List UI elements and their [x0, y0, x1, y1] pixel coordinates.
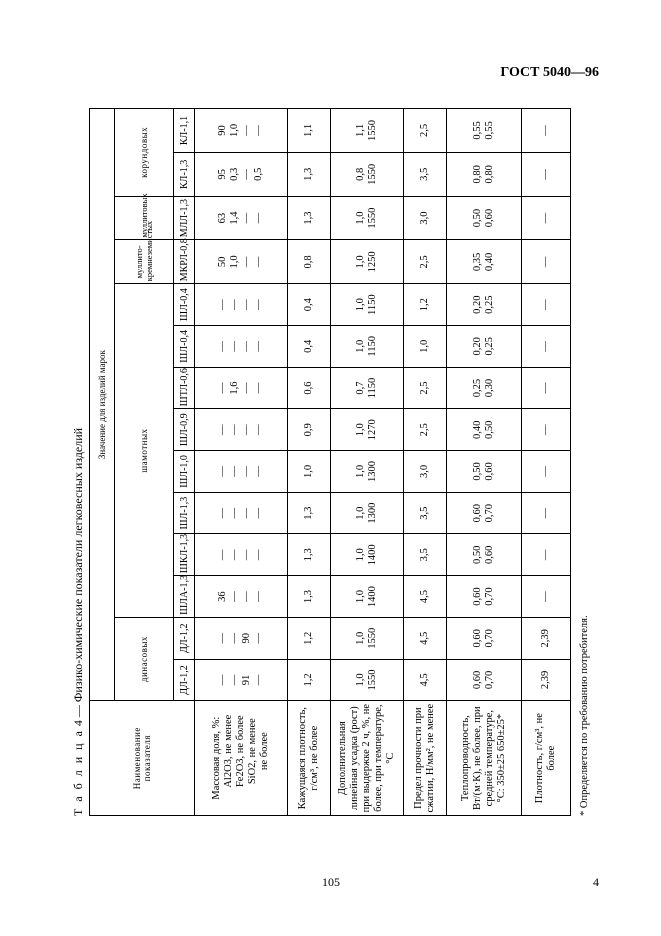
table-row	[195, 109, 288, 816]
value-cell: 1,3	[288, 152, 331, 196]
value-cell: 4,5	[404, 576, 447, 618]
code-header: КЛ-1,1	[174, 109, 195, 153]
value-cell: 3,5	[404, 492, 447, 534]
row-name: Массовая доля, %:	[211, 716, 222, 800]
code-header: ШЛА-1,3	[174, 576, 195, 618]
value-cell: 1,0	[404, 325, 447, 367]
row-name-cell	[404, 701, 447, 816]
page-number: 105	[322, 875, 340, 889]
table-row	[331, 109, 404, 816]
value-cell: 2,5	[404, 109, 447, 153]
value-cell: 1,0 1150	[331, 284, 404, 326]
value-column-header: Значение для изделий марок	[90, 109, 115, 701]
table-body	[195, 109, 571, 816]
caption-prefix: Т а б л и ц а	[71, 729, 85, 816]
value-cell: 0,50 0,60	[447, 451, 522, 493]
value-cell: 1,0 1250	[331, 240, 404, 284]
value-cell: 1,3	[288, 576, 331, 618]
code-header: ШЛ-1,0	[174, 451, 195, 493]
row-sub-item: Fe2O3, не более	[235, 715, 246, 788]
value-cell: 0,4	[288, 325, 331, 367]
value-cell: 1,0 1400	[331, 576, 404, 618]
row-name-cell	[447, 701, 522, 816]
value-cell: 1,0 1550	[331, 659, 404, 701]
value-cell: 95 0,3 — 0,5	[195, 152, 288, 196]
value-cell: — — — —	[195, 534, 288, 576]
value-cell: 1,0 1270	[331, 409, 404, 451]
caption-number: 4	[71, 720, 85, 727]
row-name: Теплопроводность, Вт/(м·К), не более, при средней температуре, °С: 350±25 650±25*	[460, 706, 507, 810]
value-cell: —	[522, 109, 571, 153]
value-cell: 1,1	[288, 109, 331, 153]
group-header-mullite: муллитовых	[115, 196, 174, 240]
value-cell: 2,39	[522, 617, 571, 659]
name-column-header: Наименование показателя	[90, 701, 195, 816]
value-cell: 0,60 0,70	[447, 576, 522, 618]
standard-header: ГОСТ 5040—96	[500, 65, 599, 80]
value-cell: 0,50 0,60	[447, 196, 522, 240]
caption-title: — Физико-химические показатели легковесных изделий	[71, 427, 85, 718]
value-cell: —	[522, 240, 571, 284]
row-name-cell	[195, 701, 288, 816]
rotated-table-block	[67, 108, 603, 816]
value-cell: 0,60 0,70	[447, 492, 522, 534]
code-header: МЛЛ-1,3	[174, 196, 195, 240]
table-row	[522, 109, 571, 816]
value-cell: 0,4	[288, 284, 331, 326]
row-name-cell	[288, 701, 331, 816]
value-cell: —	[522, 451, 571, 493]
value-cell: 0,60 0,70	[447, 659, 522, 701]
value-cell: 1,2	[288, 659, 331, 701]
code-header: ШТЛ-0,6	[174, 367, 195, 409]
value-cell: 3,0	[404, 196, 447, 240]
value-cell: —	[522, 325, 571, 367]
code-header: МКРЛ-0,8	[174, 240, 195, 284]
value-cell: 0,25 0,30	[447, 367, 522, 409]
value-cell: —	[522, 534, 571, 576]
row-sub-item: Al2O3, не менее	[223, 714, 234, 788]
code-header: ШЛ-0,4	[174, 325, 195, 367]
value-cell: 0,40 0,50	[447, 409, 522, 451]
code-header: ШЛ-0,4	[174, 284, 195, 326]
table-row	[404, 109, 447, 816]
value-cell: 1,0 1400	[331, 534, 404, 576]
value-cell: 0,60 0,70	[447, 617, 522, 659]
value-cell: 2,39	[522, 659, 571, 701]
value-cell: — — — —	[195, 284, 288, 326]
properties-table	[89, 108, 571, 816]
row-name-cell	[522, 701, 571, 816]
value-cell: 1,3	[288, 492, 331, 534]
value-cell: 1,1 1550	[331, 109, 404, 153]
value-cell: — — — —	[195, 409, 288, 451]
group-header-corundum: корундовых	[115, 109, 174, 197]
row-sub-item: SiO2, не менее	[247, 718, 258, 785]
value-cell: 3,5	[404, 152, 447, 196]
value-cell: 1,3	[288, 534, 331, 576]
value-cell: 0,20 0,25	[447, 284, 522, 326]
row-name: Предел прочности при сжатии, Н/мм², не менее	[413, 703, 436, 813]
value-cell: 3,0	[404, 451, 447, 493]
row-name: Кажущаяся плотность, г/см³, не более	[297, 707, 320, 810]
group-header-chamotte: шамотных	[115, 284, 174, 618]
value-cell: 1,0 1550	[331, 617, 404, 659]
value-cell: 0,7 1150	[331, 367, 404, 409]
value-cell: 2,5	[404, 367, 447, 409]
value-cell: 1,2	[404, 284, 447, 326]
table-row	[447, 109, 522, 816]
value-cell: 90 1,0 — —	[195, 109, 288, 153]
value-cell: — 1,6 — —	[195, 367, 288, 409]
code-header: ШЛ-0,9	[174, 409, 195, 451]
value-cell: 0,35 0,40	[447, 240, 522, 284]
sheet-index: 4	[593, 875, 599, 889]
value-cell: —	[522, 576, 571, 618]
value-cell: 1,3	[288, 196, 331, 240]
value-cell: — — — —	[195, 325, 288, 367]
code-header: ДЛ-1,2	[174, 659, 195, 701]
group-header-dinas: динасовых	[115, 617, 174, 700]
value-cell: —	[522, 284, 571, 326]
value-cell: — — 90 —	[195, 617, 288, 659]
table-row	[288, 109, 331, 816]
code-header: КЛ-1,3	[174, 152, 195, 196]
value-cell: 1,0 1300	[331, 451, 404, 493]
value-cell: —	[522, 196, 571, 240]
value-cell: 0,20 0,25	[447, 325, 522, 367]
row-sub-item: не более	[259, 732, 270, 771]
value-cell: 0,8 1550	[331, 152, 404, 196]
value-cell: 1,0	[288, 451, 331, 493]
table-caption	[67, 428, 89, 816]
code-header: ДЛ-1,2	[174, 617, 195, 659]
value-cell: 0,55 0,55	[447, 109, 522, 153]
value-cell: 50 1,0 — —	[195, 240, 288, 284]
value-cell: —	[522, 492, 571, 534]
code-header: ШЛ-1,3	[174, 492, 195, 534]
value-cell: — — — —	[195, 492, 288, 534]
value-cell: 2,5	[404, 409, 447, 451]
group-header-mullite-silica: муллито-кремнеземистых	[115, 240, 174, 284]
value-cell: 4,5	[404, 617, 447, 659]
value-cell: 0,9	[288, 409, 331, 451]
value-cell: 2,5	[404, 240, 447, 284]
row-name: Плотность, г/см³, не более	[534, 713, 557, 804]
value-cell: 3,5	[404, 534, 447, 576]
row-sub-items	[223, 703, 271, 813]
value-cell: 63 1,4 — —	[195, 196, 288, 240]
table-footnote: * Определяется по требованию потребителя.	[579, 615, 590, 816]
row-name: Дополнительная линейная усадка (рост) при выдержке 2 ч, %, не более, при температуре, °С	[337, 703, 396, 813]
value-cell: 36 — — —	[195, 576, 288, 618]
value-cell: 1,0 1550	[331, 196, 404, 240]
value-cell: — — — —	[195, 451, 288, 493]
value-cell: 1,0 1150	[331, 325, 404, 367]
value-cell: 0,50 0,60	[447, 534, 522, 576]
value-cell: 0,8	[288, 240, 331, 284]
value-cell: —	[522, 152, 571, 196]
value-cell: — — 91 —	[195, 659, 288, 701]
value-cell: 0,6	[288, 367, 331, 409]
code-header: ШКЛ-1,3	[174, 534, 195, 576]
row-name-cell	[331, 701, 404, 816]
value-cell: —	[522, 409, 571, 451]
value-cell: 0,80 0,80	[447, 152, 522, 196]
value-cell: —	[522, 367, 571, 409]
value-cell: 4,5	[404, 659, 447, 701]
value-cell: 1,0 1300	[331, 492, 404, 534]
value-cell: 1,2	[288, 617, 331, 659]
